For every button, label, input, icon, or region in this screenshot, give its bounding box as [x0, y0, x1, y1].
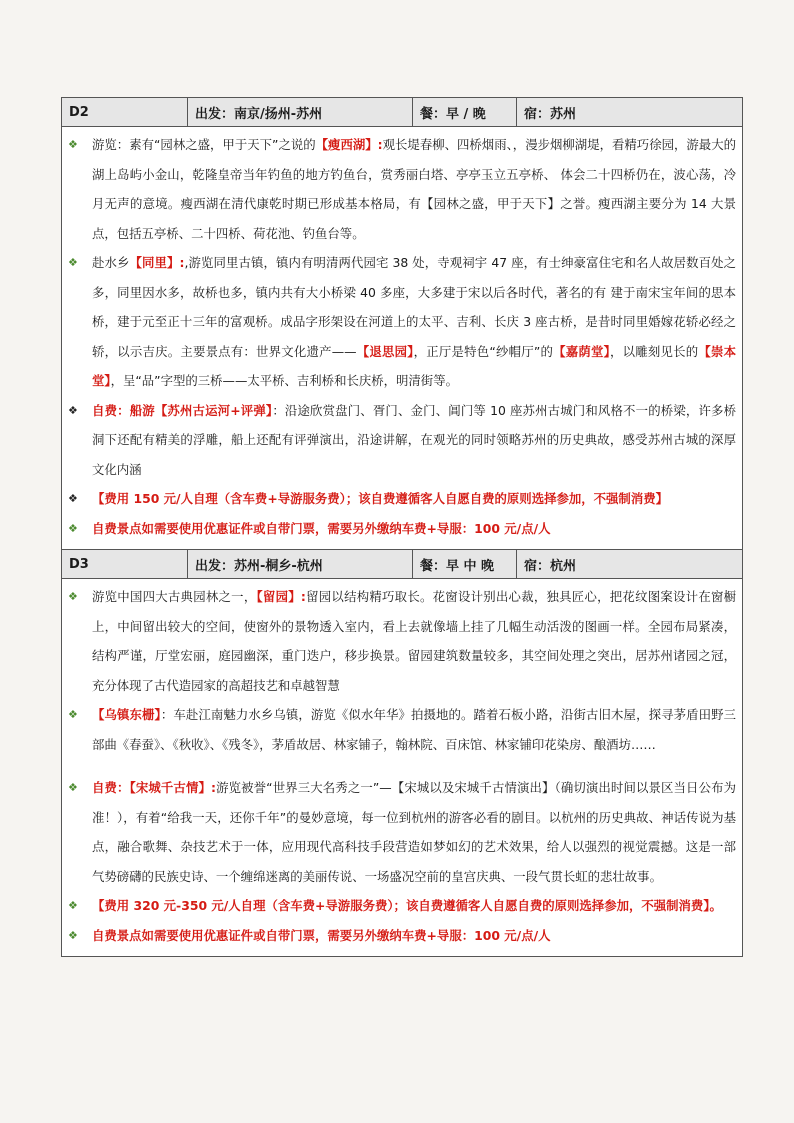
- body-text: 游览被誉“世界三大名秀之一”—【宋城以及宋城千古情演出】（确切演出时间以景区当日公布为准！），有着“给我一天，还你千年”的曼妙意境，每一位到杭州的游客必看的剧目。以杭州的历史典故、神话传说为基点，融合歌舞、杂技艺术于一体，应用现代高科技手段营造如梦如幻的艺术效果，给人以强烈的视觉震撼。这是一部气势磅礴的民族史诗、一个缠绵迷离的美丽传说、一场盛况空前的皇宫庆典、一段气贯长虹的悲壮故事。: [92, 780, 736, 884]
- day-label: D2: [62, 98, 188, 127]
- itinerary-item: [68, 130, 736, 248]
- day-header-row: [62, 550, 743, 579]
- route-label: 出发：南京/扬州-苏州: [188, 98, 413, 127]
- highlight-text: 自费景点如需要使用优惠证件或自带门票，需要另外缴纳车费+导服：100 元/点/人: [92, 520, 551, 536]
- highlight-text: 【瘦西湖】:: [315, 137, 383, 152]
- highlight-text: 自费：船游【苏州古运河+评弹】: [92, 402, 273, 418]
- item-text: [92, 514, 736, 544]
- itinerary-item: [68, 514, 736, 544]
- diamond-bullet-icon: ❖: [68, 708, 78, 721]
- highlight-text: 自费景点如需要使用优惠证件或自带门票，需要另外缴纳车费+导服：100 元/点/人: [92, 927, 551, 943]
- day-content: [62, 127, 743, 550]
- diamond-bullet-icon: ❖: [68, 899, 78, 912]
- itinerary-item: [68, 700, 736, 759]
- diamond-bullet-icon: ❖: [68, 928, 78, 942]
- itinerary-item: [68, 248, 736, 396]
- route-label: 出发：苏州-桐乡-杭州: [188, 550, 413, 579]
- item-text: [92, 248, 736, 396]
- itinerary-item: [68, 773, 736, 891]
- day-header-row: [62, 98, 743, 127]
- highlight-text: 【崇本堂】: [92, 343, 737, 388]
- hotel-label: 宿：苏州: [517, 98, 743, 127]
- item-text: [92, 891, 736, 921]
- highlight-text: 【费用 320 元-350 元/人自理（含车费+导游服务费）；该自费遵循客人自愿自费的原则选择参加，不强制消费】。: [92, 898, 722, 913]
- body-text: 赴水乡: [92, 255, 130, 270]
- item-text: [92, 700, 736, 759]
- diamond-bullet-icon: ❖: [68, 403, 78, 417]
- highlight-text: 【费用 150 元/人自理（含车费+导游服务费）；该自费遵循客人自愿自费的原则选择参加，不强制消费】: [92, 491, 668, 506]
- diamond-bullet-icon: ❖: [68, 590, 78, 603]
- hotel-label: 宿：杭州: [517, 550, 743, 579]
- item-text: [92, 582, 736, 700]
- diamond-bullet-icon: ❖: [68, 492, 78, 505]
- itinerary-item: [68, 582, 736, 700]
- day-content-row: [62, 127, 743, 550]
- diamond-bullet-icon: ❖: [68, 781, 78, 794]
- body-text: ，以雕刻见长的: [610, 343, 699, 359]
- body-text: 留园以结构精巧取长。花窗设计别出心裁，独具匠心，把花纹图案设计在窗橱上，中间留出较大的空间，使窗外的景物透入室内，看上去就像墙上挂了几幅生动活泼的图画一样。全园布局紧凑，结构严谨，厅堂宏丽，庭园幽深，重门迭户，移步换景。留园建筑数量较多，其空间处理之突出，居苏州诸园之冠，充分体现了古代造园家的高超技艺和卓越智慧: [92, 589, 737, 693]
- body-text: 游览中国四大古典园林之一，: [92, 589, 257, 604]
- highlight-text: 【乌镇东栅】: [92, 707, 161, 722]
- item-text: [92, 130, 736, 248]
- day-label: D3: [62, 550, 188, 579]
- body-text: 游览：素有“园林之盛，甲于天下”之说的: [92, 137, 316, 152]
- highlight-text: 【留园】:: [256, 589, 306, 604]
- itinerary-item: [68, 396, 736, 485]
- diamond-bullet-icon: ❖: [68, 138, 78, 151]
- body-text: ,游览同里古镇，镇内有明清两代园宅 38 处，寺观祠宇 47 座，有士绅豪富住宅和名人故居数百处之多，同里因水多，故桥也多，镇内共有大小桥梁 40 多座，大多建于宋以后各时代，著名的有 建于南宋宝年间的思本桥，建于元至正十三年的富观桥。成品字形架设在河道上的太平、吉利、长庆 3 座古桥，是昔时同里婚嫁花轿必经之轿，以示吉庆。主要景点有：世界文化遗产——: [92, 255, 736, 359]
- day-content: [62, 579, 743, 957]
- itinerary-item: [68, 484, 736, 514]
- itinerary-item: [68, 921, 736, 951]
- highlight-text: 【同里】:: [129, 255, 185, 270]
- body-text: ：车赴江南魅力水乡乌镇，游览《似水年华》拍摄地的。踏着石板小路，沿街古旧木屋，探寻茅盾田野三部曲《春蚕》、《秋收》、《残冬》，茅盾故居、林家铺子，翰林院、百床馆、林家铺印花染房、酿酒坊……: [92, 707, 736, 752]
- day-content-row: [62, 579, 743, 957]
- highlight-text: 【退思园】: [356, 343, 414, 359]
- item-text: [92, 396, 736, 485]
- body-text: ，正厅是特色“纱帽厅”的: [413, 343, 554, 359]
- highlight-text: 【嘉荫堂】: [553, 343, 611, 359]
- item-text: [92, 484, 736, 514]
- body-text: 观长堤春柳、四桥烟雨、，漫步烟柳湖堤，看精巧徐园，游最大的湖上岛屿小金山，乾隆皇帝当年钓鱼的地方钓鱼台，赏秀丽白塔、亭亭玉立五亭桥、 体会二十四桥仍在，波心荡，冷月无声的意境。瘦西湖在清代康乾时期已形成基本格局，有【园林之盛，甲于天下】之誉。瘦西湖主要分为 14 大景点，包括五亭桥、二十四桥、荷花池、钓鱼台等。: [92, 137, 736, 241]
- itinerary-item: [68, 891, 736, 921]
- meals-label: 餐：早 / 晚: [413, 98, 517, 127]
- highlight-text: 自费：【宋城千古情】:: [92, 780, 216, 795]
- itinerary-page: [61, 97, 742, 957]
- item-text: [92, 773, 736, 891]
- itinerary-table: [61, 97, 743, 957]
- diamond-bullet-icon: ❖: [68, 256, 78, 269]
- spacer: [68, 759, 736, 773]
- body-text: ，呈“品”字型的三桥——太平桥、吉利桥和长庆桥，明清街等。: [110, 373, 458, 388]
- body-text: ：沿途欣赏盘门、胥门、金门、阊门等 10 座苏州古城门和风格不一的桥梁，许多桥洞下还配有精美的浮雕，船上还配有评弹演出，沿途讲解，在观光的同时领略苏州的历史典故，感受苏州古城的深厚文化内涵: [92, 402, 736, 477]
- meals-label: 餐：早 中 晚: [413, 550, 517, 579]
- diamond-bullet-icon: ❖: [68, 521, 78, 535]
- item-text: [92, 921, 736, 951]
